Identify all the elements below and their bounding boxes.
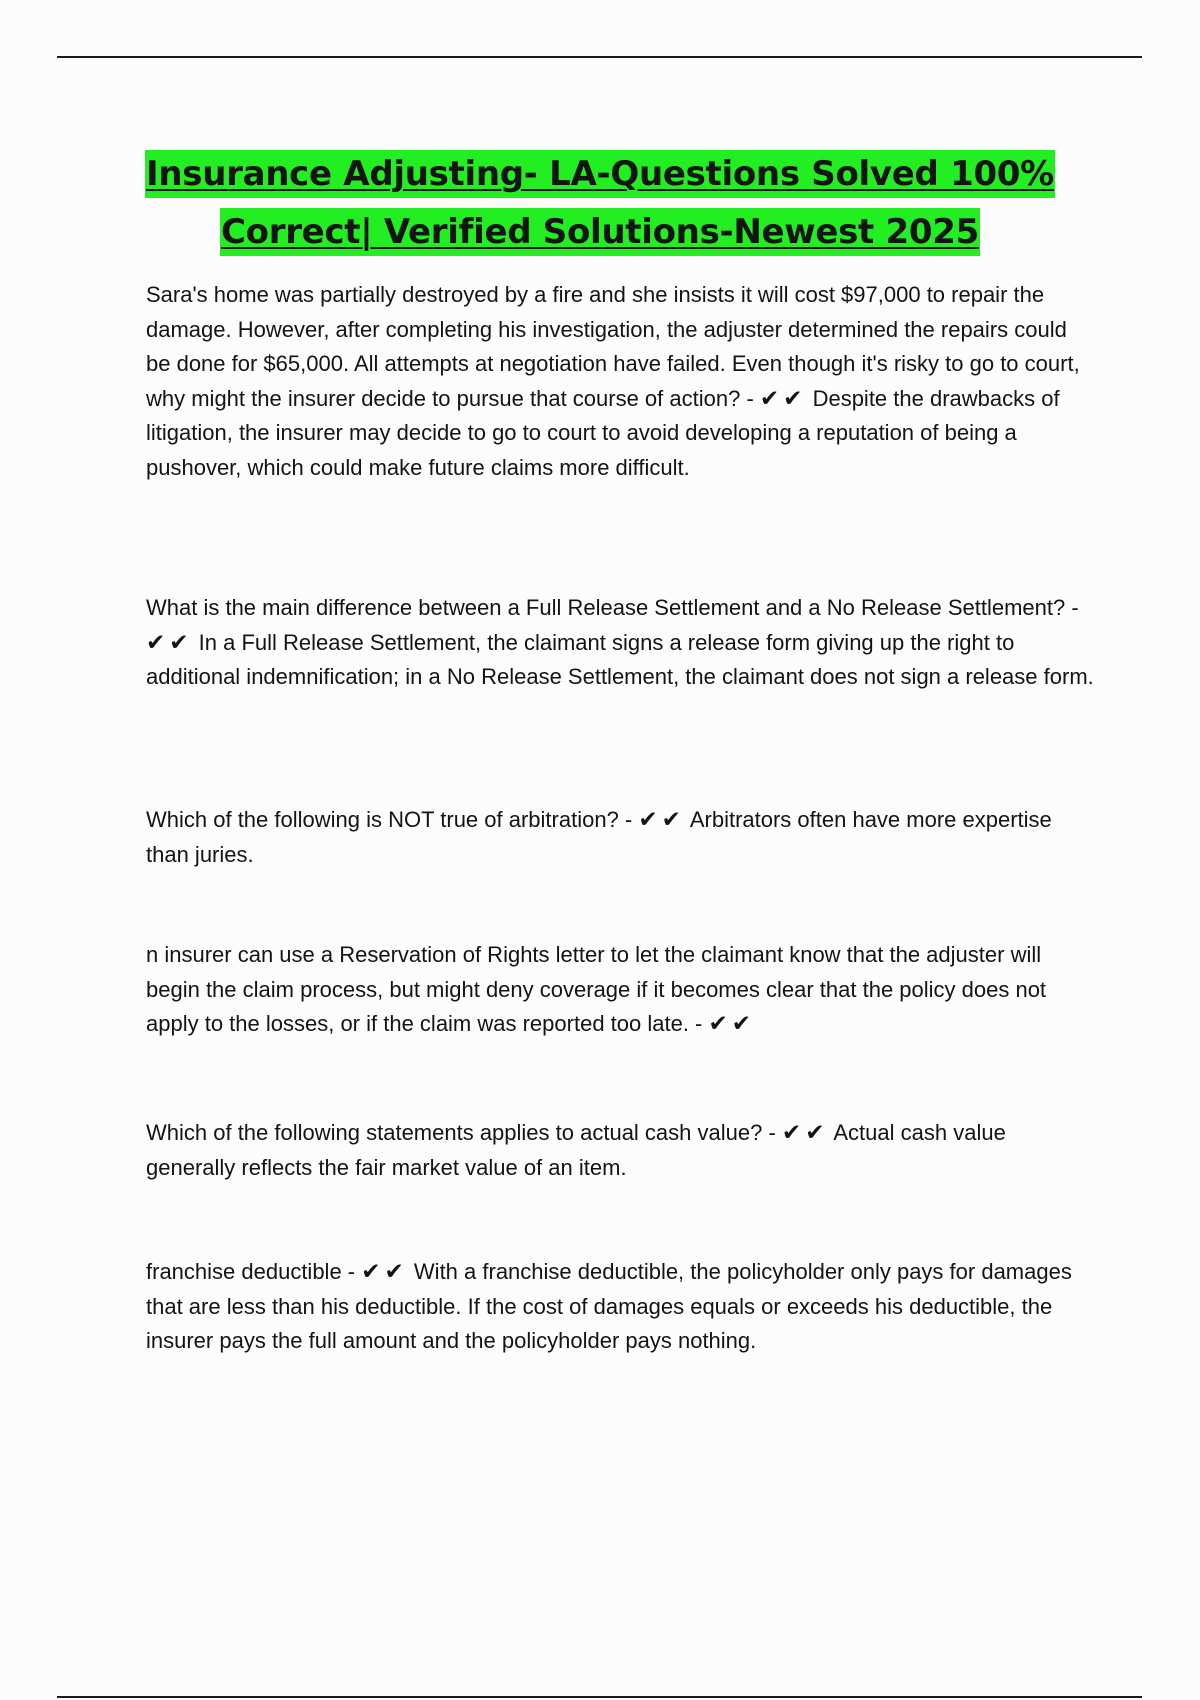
answer-text: Arbitrators often have more expertise than juries. bbox=[146, 807, 1052, 867]
question-text: What is the main difference between a Full Release Settlement and a No Release Settlement? - bbox=[146, 595, 1079, 620]
question-text: franchise deductible - bbox=[146, 1259, 356, 1284]
answer-text: With a franchise deductible, the policyholder only pays for damages that are less than his deductible. If the cost of damages equals or exceeds his deductible, the insurer pays the full amount and the policyholder pays nothing. bbox=[146, 1259, 1072, 1353]
question-text: Which of the following is NOT true of arbitration? - bbox=[146, 807, 633, 832]
answer-text: Actual cash value generally reflects the fair market value of an item. bbox=[146, 1120, 1006, 1180]
title-highlight: Insurance Adjusting- LA-Questions Solved 100% Correct| Verified Solutions-Newest 2025 bbox=[145, 150, 1055, 256]
double-check-icon: ✔✔ bbox=[638, 807, 685, 833]
qa-item-2 bbox=[146, 591, 1096, 695]
qa-item-6 bbox=[146, 1255, 1096, 1359]
qa-item-4 bbox=[146, 938, 1096, 1042]
bottom-rule bbox=[57, 1696, 1142, 1698]
question-text: Which of the following statements applies to actual cash value? - bbox=[146, 1120, 776, 1145]
double-check-icon: ✔✔ bbox=[781, 1120, 829, 1146]
double-check-icon: ✔✔ bbox=[146, 629, 193, 656]
document-title bbox=[100, 145, 1100, 261]
qa-item-3 bbox=[146, 803, 1096, 872]
double-check-icon: ✔✔ bbox=[361, 1259, 408, 1285]
top-rule bbox=[57, 56, 1142, 58]
double-check-icon: ✔✔ bbox=[708, 1011, 756, 1037]
answer-text: Despite the drawbacks of litigation, the insurer may decide to go to court to avoid developing a reputation of being a pushover, which could make future claims more difficult. bbox=[146, 385, 1060, 480]
answer-text: In a Full Release Settlement, the claimant signs a release form giving up the right to additional indemnification; in a No Release Settlement, the claimant does not sign a release form. bbox=[146, 629, 1094, 689]
question-text: Sara's home was partially destroyed by a fire and she insists it will cost $97,000 to repair the damage. However, after completing his investigation, the adjuster determined the repairs could be done for $65,000. All attempts at negotiation have failed. Even though it's risky to go to court, why might the insurer decide to pursue that course of action? - bbox=[146, 282, 1080, 411]
question-text: n insurer can use a Reservation of Rights letter to let the claimant know that the adjuster will begin the claim process, but might deny coverage if it becomes clear that the policy does not apply to the losses, or if the claim was reported too late. - bbox=[146, 942, 1047, 1036]
qa-item-5 bbox=[146, 1116, 1096, 1185]
double-check-icon: ✔✔ bbox=[759, 385, 807, 412]
qa-item-1 bbox=[146, 278, 1096, 485]
